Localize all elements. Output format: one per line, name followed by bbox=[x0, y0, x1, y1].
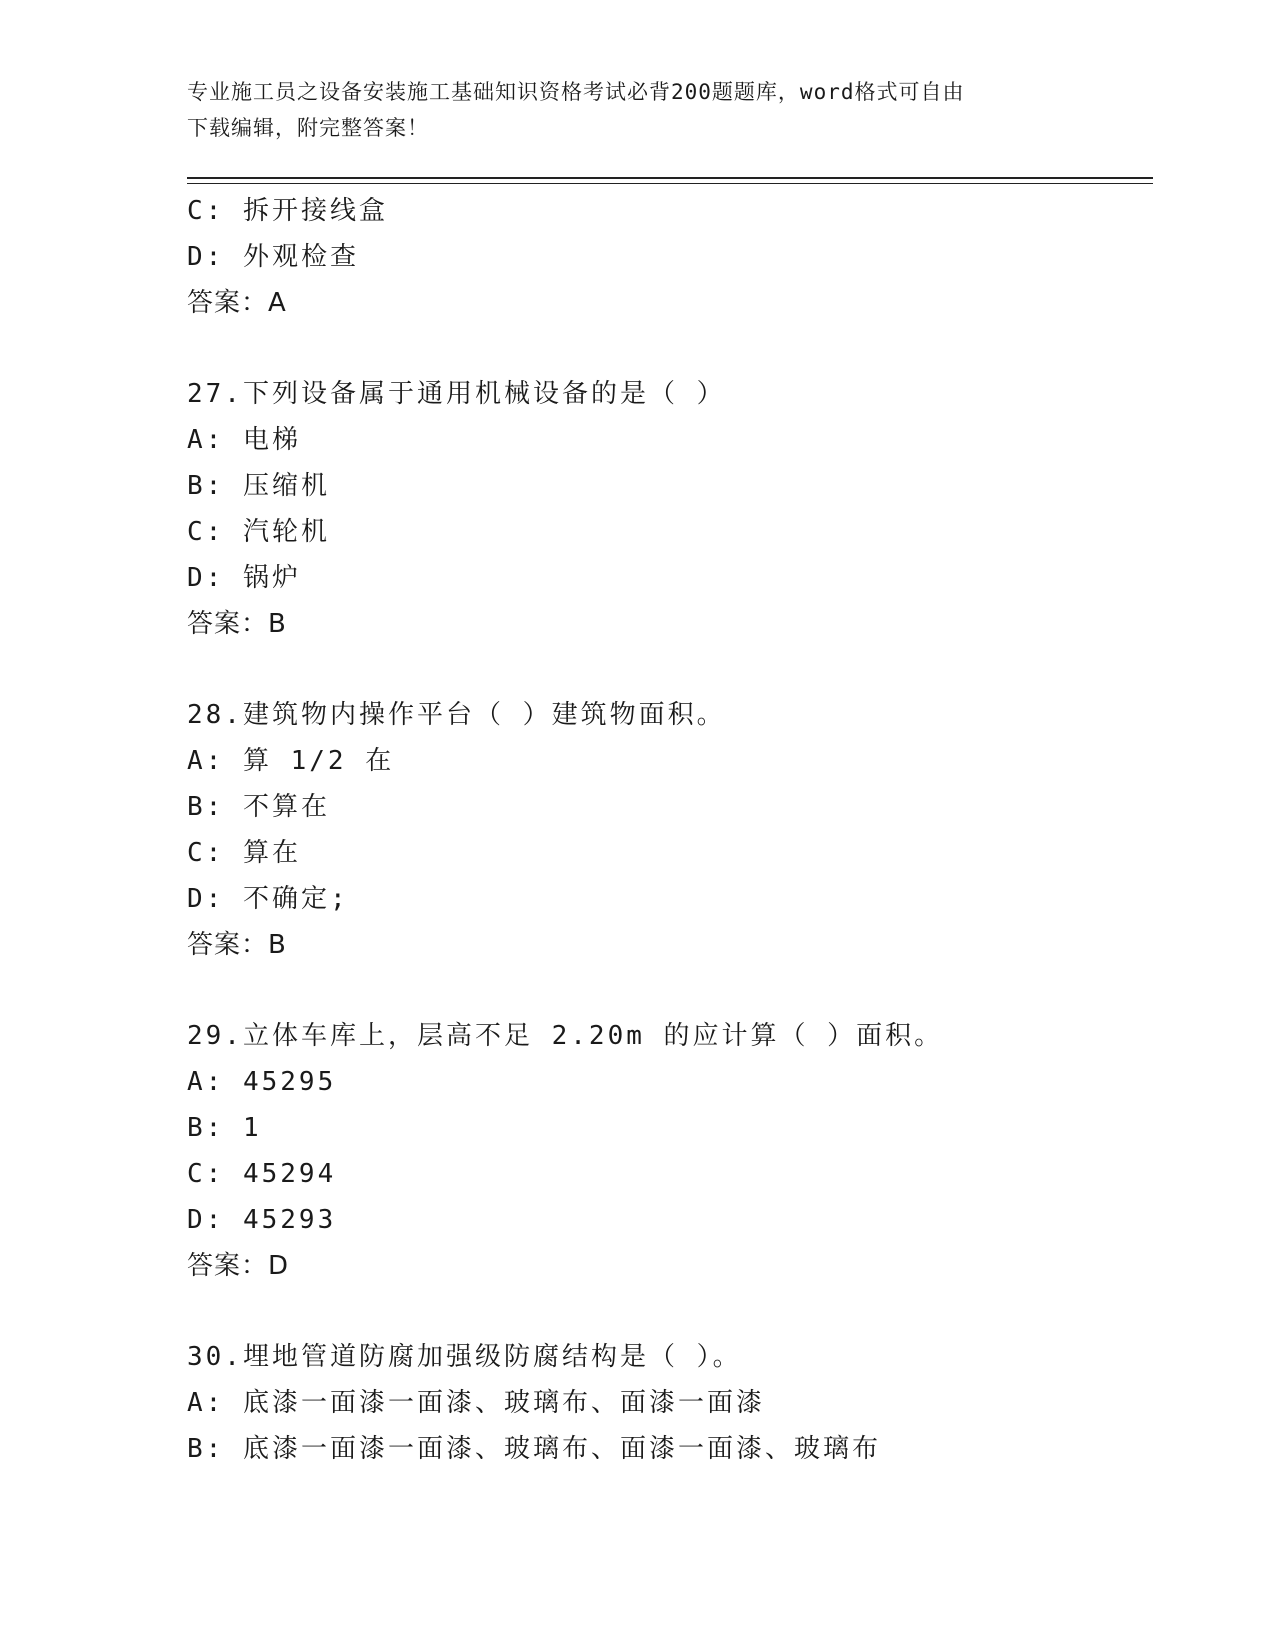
option-d: D: 外观检查 bbox=[187, 242, 359, 272]
question-block-29 bbox=[187, 1013, 1147, 1289]
option-b: B: 底漆一面漆一面漆、玻璃布、面漆一面漆、玻璃布 bbox=[187, 1434, 881, 1464]
option-d: D: 锅炉 bbox=[187, 563, 301, 593]
question-block-27 bbox=[187, 371, 1147, 647]
option-c: C: 算在 bbox=[187, 838, 301, 868]
spacer bbox=[187, 647, 1147, 692]
option-d: D: 45293 bbox=[187, 1205, 337, 1235]
header-line-1: 专业施工员之设备安装施工基础知识资格考试必背200题题库，word格式可自由 bbox=[187, 80, 965, 104]
spacer bbox=[187, 326, 1147, 371]
option-b: B: 1 bbox=[187, 1113, 262, 1143]
question-stem: 27.下列设备属于通用机械设备的是（ ） bbox=[187, 379, 726, 409]
option-a: A: 电梯 bbox=[187, 425, 301, 455]
header-divider-thick bbox=[187, 177, 1153, 179]
document-header bbox=[187, 74, 1067, 146]
question-list bbox=[187, 188, 1147, 1472]
option-d: D: 不确定; bbox=[187, 884, 349, 914]
answer-line: 答案：D bbox=[187, 1251, 290, 1281]
spacer bbox=[187, 968, 1147, 1013]
question-block-26 bbox=[187, 188, 1147, 326]
option-a: A: 算 1/2 在 bbox=[187, 746, 395, 776]
question-block-28 bbox=[187, 692, 1147, 968]
option-b: B: 不算在 bbox=[187, 792, 330, 822]
answer-line: 答案：B bbox=[187, 930, 287, 960]
option-c: C: 汽轮机 bbox=[187, 517, 330, 547]
option-c: C: 45294 bbox=[187, 1159, 337, 1189]
question-stem: 28.建筑物内操作平台（ ）建筑物面积。 bbox=[187, 700, 726, 730]
header-divider-thin bbox=[187, 183, 1153, 184]
option-a: A: 底漆一面漆一面漆、玻璃布、面漆一面漆 bbox=[187, 1388, 765, 1418]
answer-line: 答案：B bbox=[187, 609, 287, 639]
question-stem: 30.埋地管道防腐加强级防腐结构是（ ）。 bbox=[187, 1342, 742, 1372]
header-line-2: 下载编辑，附完整答案！ bbox=[187, 116, 429, 140]
spacer bbox=[187, 1289, 1147, 1334]
question-stem: 29.立体车库上，层高不足 2.20m 的应计算（ ）面积。 bbox=[187, 1021, 944, 1051]
option-c: C: 拆开接线盒 bbox=[187, 196, 388, 226]
option-b: B: 压缩机 bbox=[187, 471, 330, 501]
question-block-30 bbox=[187, 1334, 1147, 1472]
answer-line: 答案：A bbox=[187, 288, 287, 318]
option-a: A: 45295 bbox=[187, 1067, 337, 1097]
